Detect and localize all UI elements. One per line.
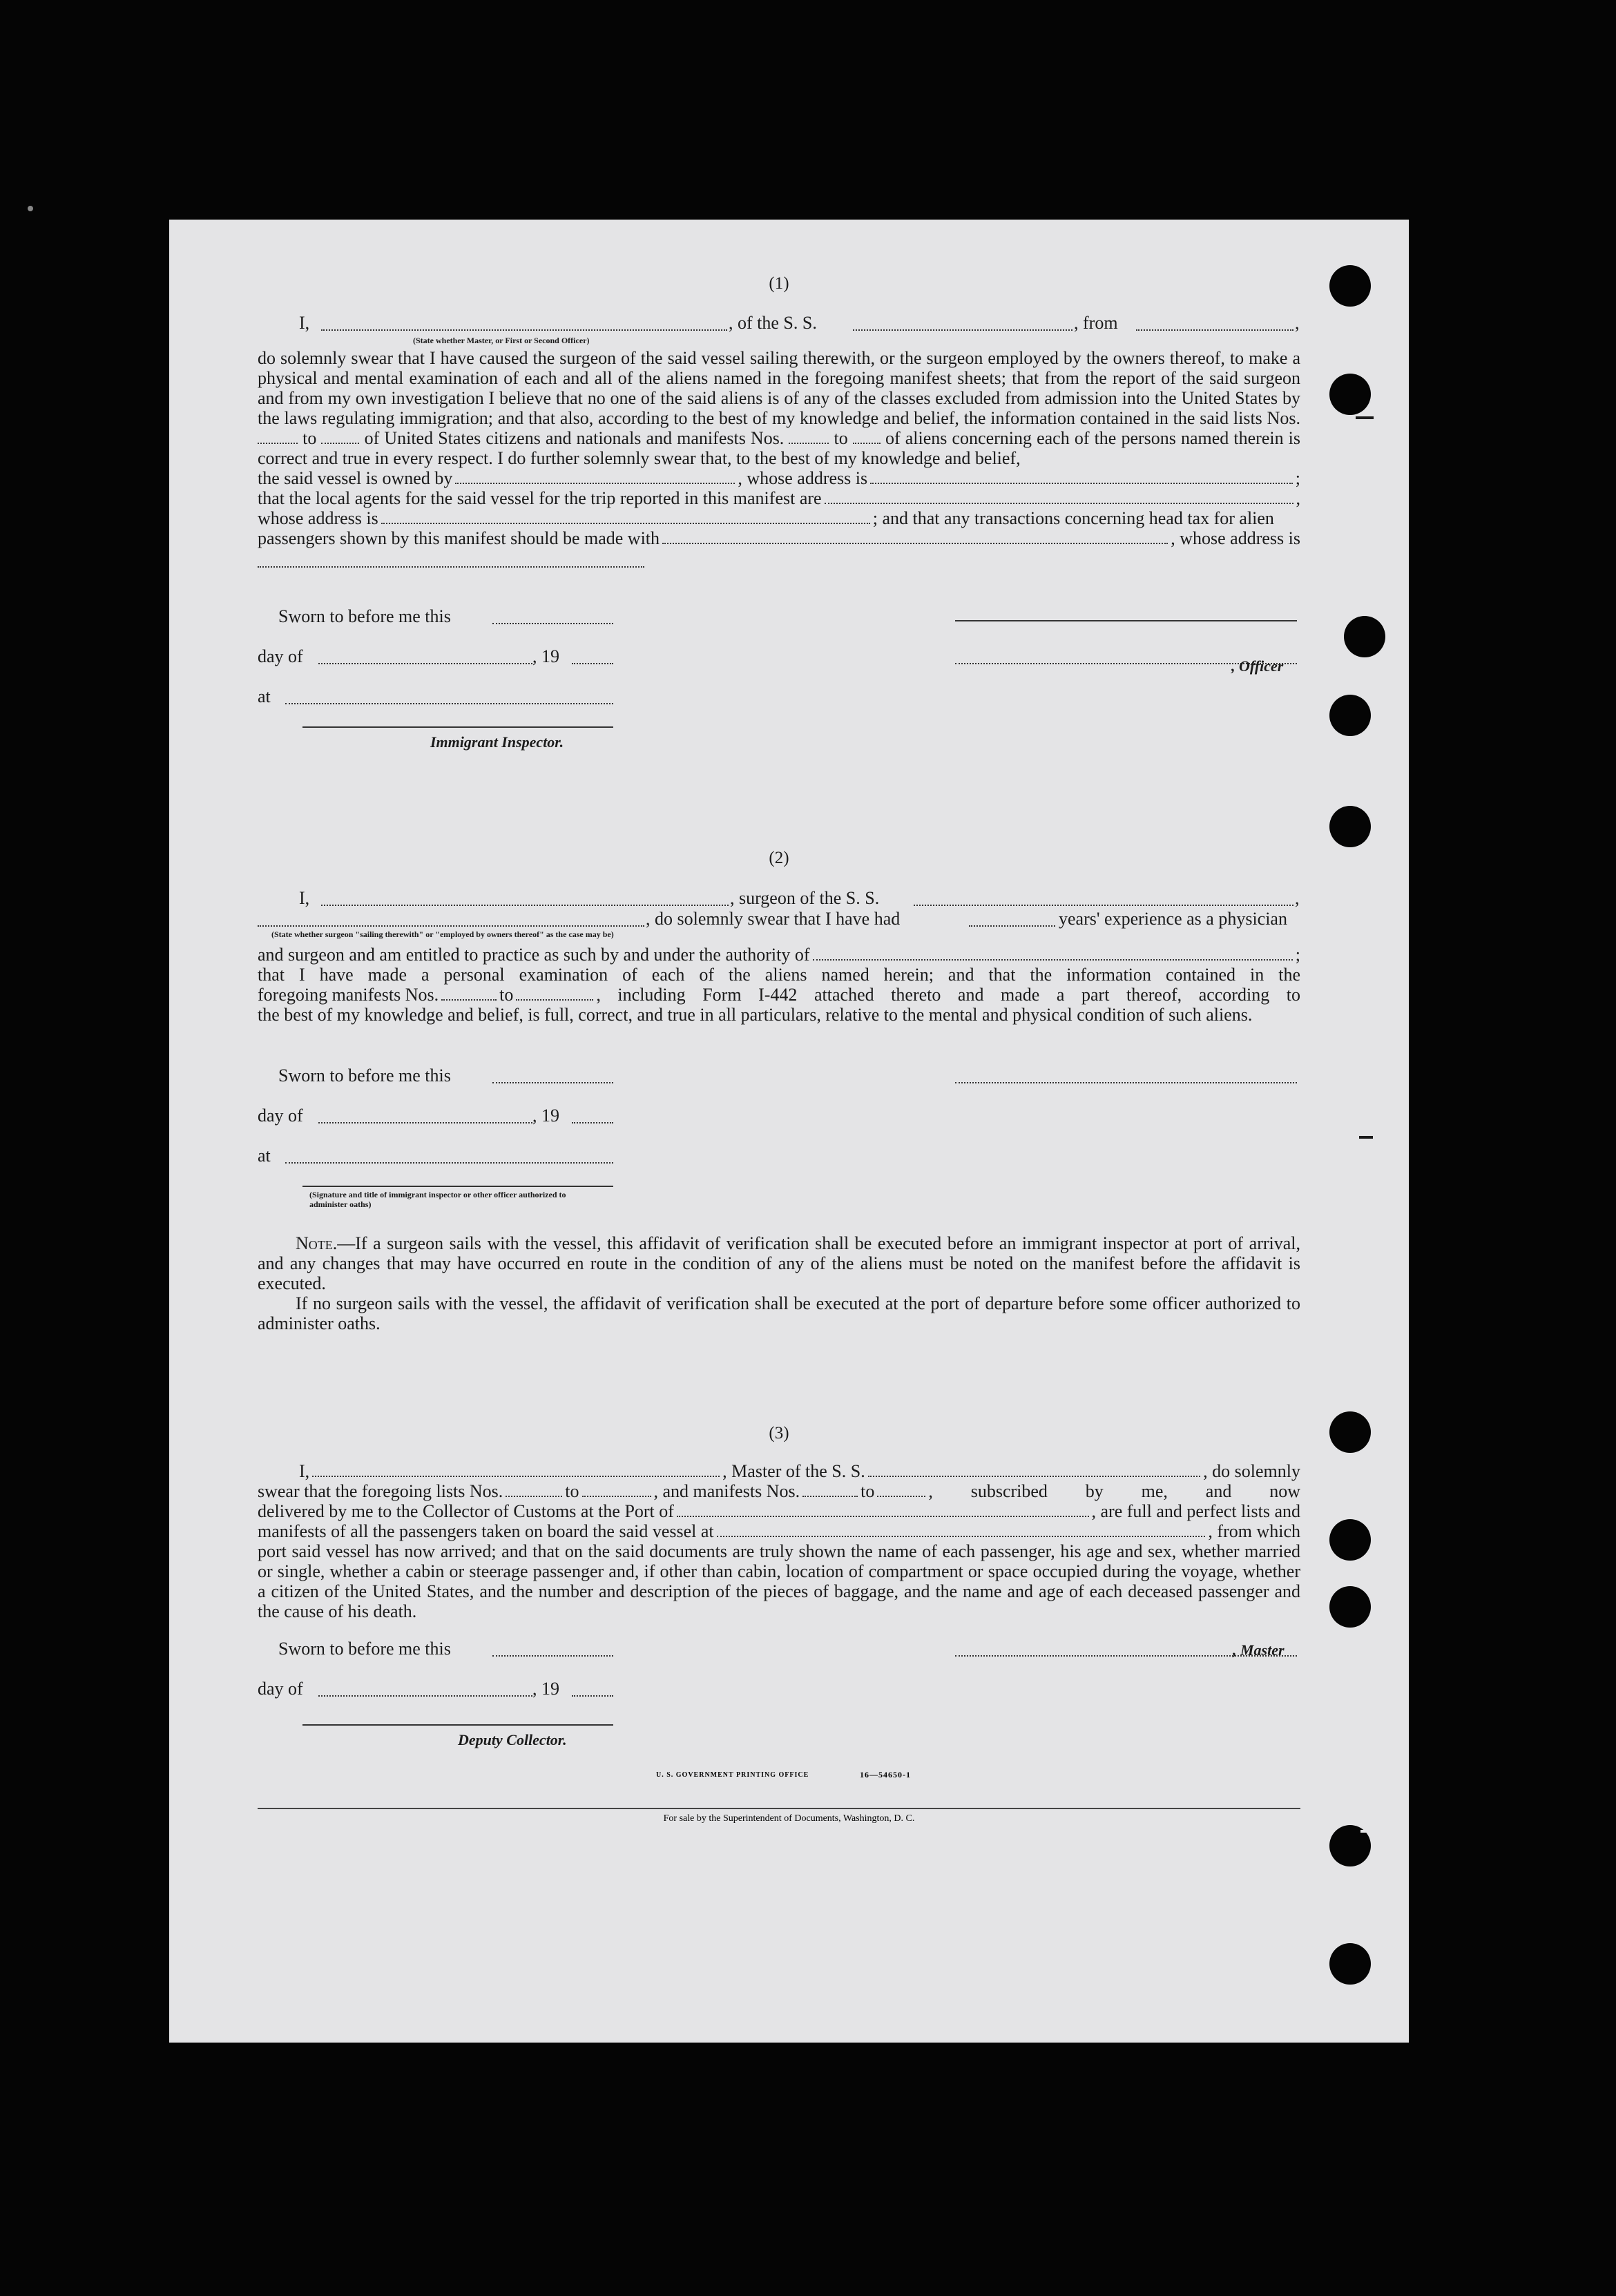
surgeon-name-field[interactable] (321, 891, 729, 906)
master-manifests-to-field[interactable] (877, 1482, 925, 1497)
manifests-from-field[interactable] (789, 429, 829, 444)
authority-field[interactable] (813, 945, 1293, 961)
inspector-signature-caption: (Signature and title of immigrant inspector or other officer authorized to administer oaths) (309, 1190, 566, 1209)
form-page (169, 220, 1409, 2043)
binder-hole (1329, 695, 1371, 736)
surgeon-manifests-to-field[interactable] (516, 985, 593, 1001)
surgeon-sworn-day-field[interactable] (492, 1068, 613, 1083)
surgeon-sworn-place-field[interactable] (285, 1148, 613, 1164)
master-sworn-day-field[interactable] (492, 1641, 613, 1657)
owner-address-field[interactable] (870, 469, 1293, 484)
master-sworn-month-field[interactable] (318, 1681, 532, 1697)
master-name-field[interactable] (312, 1462, 720, 1477)
binder-hole (1329, 1943, 1371, 1985)
surgeon-vessel-field[interactable] (914, 891, 1293, 906)
margin-mark (1356, 416, 1374, 419)
surgeon-sworn-year-field[interactable] (572, 1108, 613, 1123)
sworn-day-field[interactable] (492, 609, 613, 624)
officer-title-field[interactable] (321, 316, 727, 331)
local-agents-field[interactable] (825, 489, 1293, 504)
dust-speck (28, 206, 33, 211)
master-lists-to-field[interactable] (582, 1482, 651, 1497)
deputy-collector-signature-line[interactable] (302, 1724, 613, 1726)
binder-hole (1344, 616, 1385, 657)
owner-field[interactable] (455, 469, 735, 484)
departure-port-field[interactable] (717, 1522, 1206, 1537)
head-tax-address-field[interactable] (258, 552, 644, 568)
lists-from-field[interactable] (258, 429, 298, 444)
gpo-imprint: U. S. GOVERNMENT PRINTING OFFICE (656, 1771, 809, 1779)
sworn-year-field[interactable] (572, 649, 613, 664)
binder-hole (1329, 806, 1371, 847)
margin-mark (1360, 1830, 1378, 1833)
margin-mark (1359, 1136, 1373, 1139)
section-1-body: do solemnly swear that I have caused the surgeon of the said vessel sailing therewith, or the surgeon employed by the owners thereof, to make a physical and mental examination of each and all of the aliens named in the foregoing manifest sheets; that from the report of the said surgeon and from my own investigation I believe that no one of the said aliens is of any of the classes excluded from admission into the United States by the laws regulating immigration; and that also, according to the best of my knowledge and belief, the information contained in the said lists Nos. to of United States citizens and nationals and manifests Nos. to of aliens concerning each of the persons named therein is correct and true in every respect. I do further solemnly swear that, to the best of my knowledge and belief, the said vessel is owned by , whose address is ; that the local agents for the said vessel for the trip reported in this manifest are , whose address is ; and that any transactions concerning head tax for alien passengers shown by this manifest should be made with , whose address is (258, 348, 1300, 572)
gpo-code: 16—54650-1 (860, 1770, 911, 1779)
lists-to-field[interactable] (321, 429, 359, 444)
surgeon-signature-field[interactable] (955, 1068, 1297, 1083)
head-tax-party-field[interactable] (662, 529, 1168, 544)
years-experience-field[interactable] (969, 911, 1055, 927)
surgeon-type-field[interactable] (258, 911, 644, 927)
inspector-signature-line[interactable] (302, 726, 613, 728)
vessel-name-field[interactable] (853, 316, 1072, 331)
binder-hole (1329, 374, 1371, 415)
master-lists-from-field[interactable] (506, 1482, 562, 1497)
binder-hole (1329, 265, 1371, 307)
surgeon-manifests-from-field[interactable] (441, 985, 497, 1001)
signature-line-1[interactable] (955, 620, 1297, 621)
footer-rule (258, 1808, 1300, 1809)
customs-port-field[interactable] (677, 1502, 1089, 1517)
surgeon-sworn-month-field[interactable] (318, 1108, 532, 1123)
manifests-to-field[interactable] (853, 429, 881, 444)
master-sworn-year-field[interactable] (572, 1681, 613, 1697)
binder-hole (1329, 1586, 1371, 1628)
section-3-body: I, , Master of the S. S. , do solemnly swear that the foregoing lists Nos. to , and manifests Nos. to , subscribed by me, and now delivered by me to the Collector of Customs at the Port of , are full and perfect lists and manifests of all the passengers taken on board the said vessel at , from which port said vessel has now arrived; and that on the said documents are truly shown the name of each passenger, his age and sex, whether married or single, whether a cabin or steerage passenger and, if other than cabin, location of compartment or space occupied during the voyage, whether a citizen of the United States, and the number and description of the pieces of baggage, and the name and age of each deceased passenger and the cause of his death. (258, 1461, 1300, 1621)
surgeon-type-caption: (State whether surgeon "sailing therewith" or "employed by owners thereof" as the case may be) (271, 929, 614, 939)
section-3-oath: Sworn to before me this , Master day of , 19 Deputy Collector. (258, 1639, 1300, 1746)
section-1-oath: Sworn to before me this day of , 19 , Officer at Immigrant Inspector. (258, 606, 1300, 754)
binder-hole (1329, 1519, 1371, 1561)
officer-title-caption: (State whether Master, or First or Second Officer) (413, 336, 590, 345)
binder-hole (1329, 1411, 1371, 1453)
verification-note: Note.—If a surgeon sails with the vessel, this affidavit of verification shall be executed before an immigrant inspector at port of arrival, and any changes that may have occurred en route in the condition of any of the aliens must be noted on the manifest before the affidavit is executed. If no surgeon sails with the vessel, the affidavit of verification shall be executed at the port of departure before some officer authorized to administer oaths. (258, 1233, 1300, 1333)
sworn-place-field[interactable] (285, 689, 613, 704)
for-sale-notice: For sale by the Superintendent of Documents, Washington, D. C. (663, 1813, 915, 1824)
section-1-number: (1) (769, 274, 789, 293)
inspector-signature-line-2[interactable] (302, 1186, 613, 1187)
sworn-month-field[interactable] (318, 649, 532, 664)
section-3-number: (3) (769, 1424, 789, 1443)
section-2-oath: Sworn to before me this day of , 19 at (Signature and title of immigrant inspector or other officer authorized to administer oaths) (258, 1065, 1300, 1206)
from-port-field[interactable] (1136, 316, 1293, 331)
master-vessel-field[interactable] (868, 1462, 1200, 1477)
agents-address-field[interactable] (381, 509, 870, 524)
section-1-header-line: I, , of the S. S. , from , (State whether Master, or First or Second Officer) (299, 313, 1300, 345)
section-2-number: (2) (769, 849, 789, 867)
section-2-body: I, , surgeon of the S. S. , , do solemnly swear that I have had years' experience as a physician (State whether surgeon "sailing therewith" or "employed by owners thereof" as the case may be) and surgeon and am entitled to practice as such by and under the authority of ; that I have made a personal examination of each of the aliens named herein; and that the information contained in the foregoing manifests Nos. to , including Form I-442 attached thereto and made a part thereof, according to the best of my knowledge and belief, is full, correct, and true in all particulars, relative to the mental and physical condition of such aliens. (258, 888, 1300, 1025)
master-manifests-from-field[interactable] (802, 1482, 858, 1497)
